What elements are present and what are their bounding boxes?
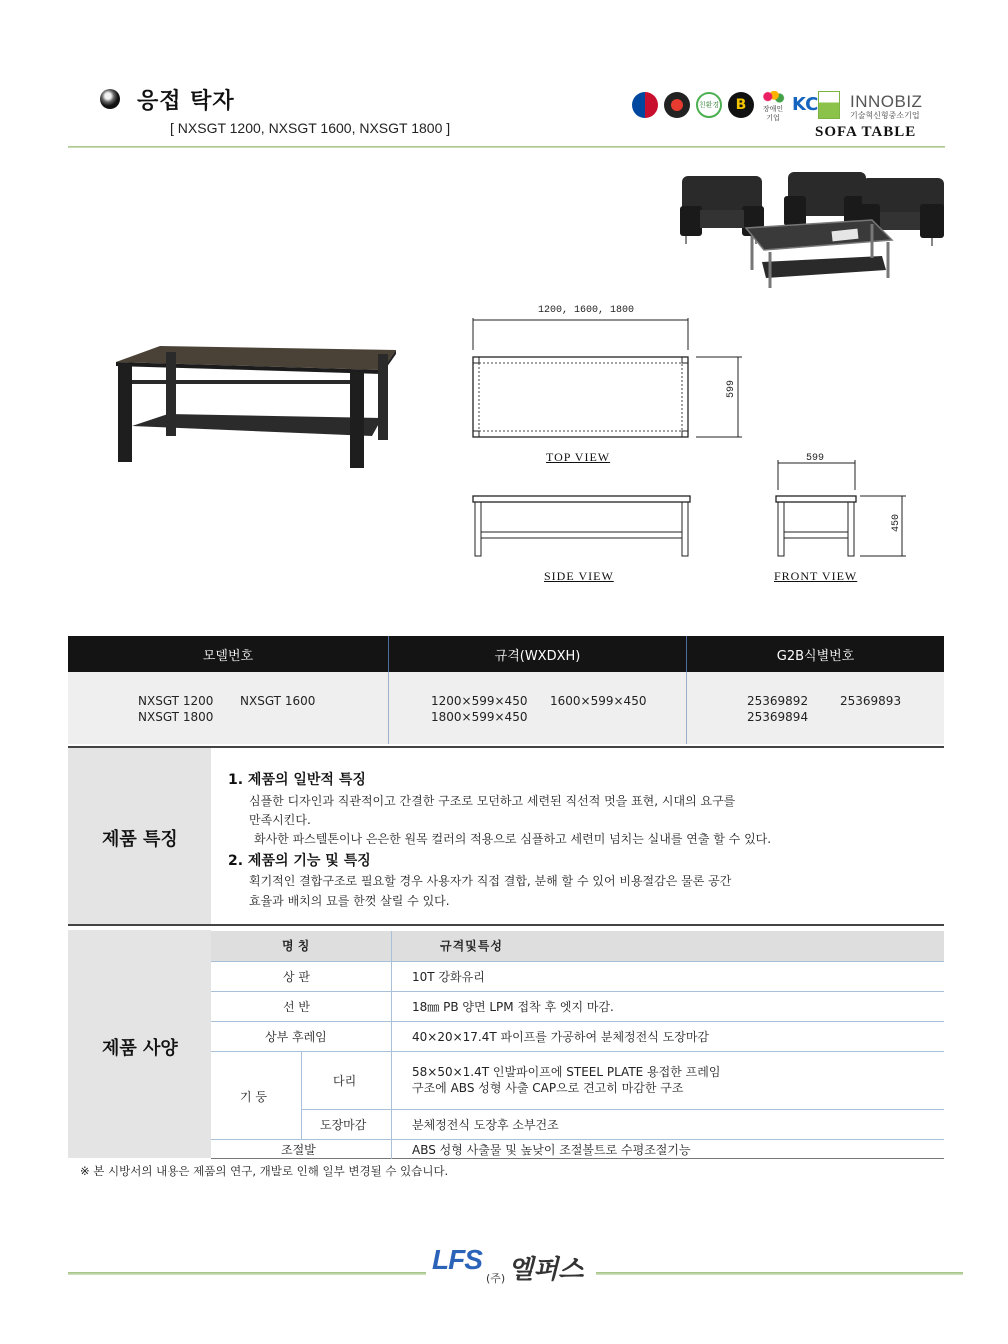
size-1: 1200×599×450 bbox=[431, 694, 528, 708]
company-name: 엘퍼스 bbox=[508, 1255, 584, 1285]
eco-label-logo: 친환경 bbox=[696, 92, 722, 118]
header-model: 모델번호 bbox=[68, 636, 389, 672]
kc-mark-logo: KC bbox=[792, 94, 819, 115]
front-width-dimension: 599 bbox=[806, 453, 825, 464]
spec-leg-value-a: 58×50×1.4T 인발파이프에 STEEL PLATE 용접한 프레임 bbox=[412, 1065, 721, 1079]
innobiz-text: INNOBIZ bbox=[850, 92, 923, 111]
spec-top-name: 상 판 bbox=[283, 970, 310, 984]
spec-frame-value: 40×20×17.4T 파이프를 가공하여 분체정전식 도장마감 bbox=[412, 1030, 710, 1044]
spec-shelf-name: 선 반 bbox=[283, 1000, 310, 1014]
section-divider-2 bbox=[68, 924, 944, 926]
company-prefix: (주) bbox=[486, 1272, 506, 1285]
grid-line bbox=[211, 1021, 944, 1022]
spec-table-body bbox=[68, 672, 944, 744]
top-depth-dimension: 599 bbox=[726, 379, 737, 398]
header-size: 규격(WXDXH) bbox=[389, 636, 687, 672]
grid-line bbox=[211, 1139, 944, 1140]
disclaimer-note: ※ 본 시방서의 내용은 제품의 연구, 개발로 인해 일부 변경될 수 있습니다. bbox=[80, 1164, 449, 1178]
g2b-3: 25369894 bbox=[747, 710, 809, 724]
specs-col-spec: 규격및특성 bbox=[440, 939, 503, 953]
model-cell bbox=[68, 672, 389, 744]
specs-col-name: 명 칭 bbox=[282, 939, 310, 953]
spec-paint-value: 분체정전식 도장후 소부건조 bbox=[412, 1118, 559, 1132]
front-height-dimension: 450 bbox=[891, 513, 902, 532]
feature-text-2a: 획기적인 결합구조로 필요할 경우 사용자가 직접 결합, 분해 할 수 있어 비용절감은 물론 공간 bbox=[249, 874, 732, 888]
feature-text-1c: 화사한 파스텔톤이나 은은한 원목 컬러의 적용으로 심플하고 세련미 넘치는 실내를 연출 할 수 있다. bbox=[254, 832, 772, 846]
specs-label: 제품 사양 bbox=[102, 1038, 178, 1059]
product-category-badge: SOFA TABLE bbox=[815, 124, 917, 140]
grid-line bbox=[211, 991, 944, 992]
feature-text-1b: 만족시킨다. bbox=[249, 813, 311, 827]
table-product-photo bbox=[110, 340, 400, 480]
grid-line bbox=[301, 1051, 302, 1139]
features-label: 제품 특징 bbox=[102, 829, 178, 850]
top-width-dimension: 1200, 1600, 1800 bbox=[538, 305, 635, 316]
size-2: 1600×599×450 bbox=[550, 694, 647, 708]
spec-shelf-value: 18㎜ PB 양면 LPM 접착 후 엣지 마감. bbox=[412, 1000, 614, 1014]
technical-drawings bbox=[460, 300, 920, 600]
model-list: [ NXSGT 1200, NXSGT 1600, NXSGT 1800 ] bbox=[170, 120, 451, 136]
spec-top-value: 10T 강화유리 bbox=[412, 970, 485, 984]
spec-post-name: 기 둥 bbox=[240, 1090, 267, 1104]
spec-table-header bbox=[68, 636, 944, 672]
b-mark-logo: B bbox=[728, 92, 754, 118]
header-divider bbox=[68, 146, 945, 148]
specs-header-row bbox=[211, 931, 944, 961]
title-bullet-icon bbox=[100, 89, 120, 109]
g2b-1: 25369892 bbox=[747, 694, 809, 708]
front-view-label: FRONT VIEW bbox=[774, 569, 858, 583]
innobiz-logo bbox=[818, 91, 840, 119]
model-3: NXSGT 1800 bbox=[138, 710, 214, 724]
g2b-cell bbox=[687, 672, 944, 744]
innobiz-subtext: 기술혁신형중소기업 bbox=[850, 111, 920, 120]
feature-heading-1: 1. 제품의 일반적 특징 bbox=[228, 772, 366, 788]
grid-line bbox=[301, 1109, 944, 1110]
g-mark-logo bbox=[664, 92, 690, 118]
size-cell bbox=[389, 672, 687, 744]
feature-text-1a: 심플한 디자인과 직관적이고 간결한 구조로 모던하고 세련된 직선적 멋을 표현, 시대의 요구를 bbox=[249, 794, 736, 808]
side-view-label: SIDE VIEW bbox=[544, 569, 614, 583]
spec-leg-value-b: 구조에 ABS 성형 사출 CAP으로 견고히 마감한 구조 bbox=[412, 1081, 684, 1095]
spec-paint-name: 도장마감 bbox=[320, 1118, 367, 1132]
spec-frame-name: 상부 후레임 bbox=[265, 1030, 327, 1044]
certification-logos bbox=[632, 88, 840, 122]
size-3: 1800×599×450 bbox=[431, 710, 528, 724]
grid-line bbox=[391, 931, 392, 1159]
spec-foot-value: ABS 성형 사출물 및 높낮이 조절볼트로 수평조절기능 bbox=[412, 1143, 691, 1157]
disabled-enterprise-logo: 장애인 기업 bbox=[760, 91, 786, 119]
grid-line bbox=[211, 1158, 944, 1159]
feature-heading-2: 2. 제품의 기능 및 특징 bbox=[228, 853, 371, 869]
top-view-label: TOP VIEW bbox=[546, 450, 611, 464]
g2b-2: 25369893 bbox=[840, 694, 902, 708]
spec-foot-name: 조절발 bbox=[281, 1143, 316, 1157]
header-g2b: G2B식별번호 bbox=[776, 648, 855, 664]
model-2: NXSGT 1600 bbox=[240, 694, 316, 708]
page-title: 응접 탁자 bbox=[137, 89, 235, 114]
model-1: NXSGT 1200 bbox=[138, 694, 214, 708]
korea-gov-logo bbox=[632, 92, 658, 118]
spec-leg-name: 다리 bbox=[333, 1074, 357, 1088]
sofa-set-photo bbox=[676, 166, 946, 306]
grid-line bbox=[211, 961, 944, 962]
feature-text-2b: 효율과 배치의 묘를 한껏 살릴 수 있다. bbox=[249, 894, 450, 908]
lfs-logo: LFS bbox=[432, 1244, 482, 1275]
grid-line bbox=[211, 1051, 944, 1052]
